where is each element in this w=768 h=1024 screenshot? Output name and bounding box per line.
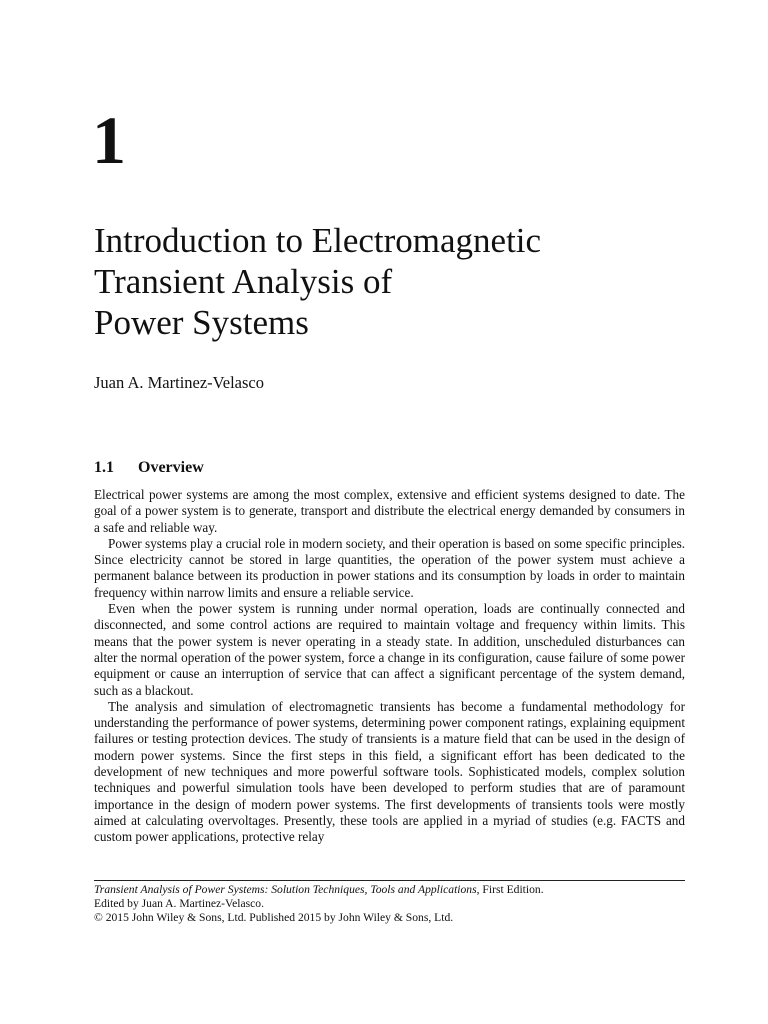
footer-book-line [94, 883, 694, 897]
footnote-divider [94, 880, 685, 881]
publication-footer [94, 883, 694, 926]
footer-copyright: © 2015 John Wiley & Sons, Ltd. Published 2015 by John Wiley & Sons, Ltd. [94, 911, 454, 925]
body-text [94, 487, 685, 846]
chapter-title-line: Power Systems [94, 303, 309, 342]
footer-book-title: Transient Analysis of Power Systems: Solution Techniques, Tools and Applications [94, 883, 477, 896]
section-heading [94, 458, 204, 477]
chapter-author: Juan A. Martinez-Velasco [94, 373, 264, 392]
section-number: 1.1 [94, 459, 114, 476]
paragraph: Even when the power system is running under normal operation, loads are continually connected and disconnected, and some control actions are required to maintain voltage and frequency within limits. This means that the power system is never operating in a steady state. In addition, unscheduled disturbances can alter the normal operation of the power system, force a change in its configuration, cause failure of some power equipment or cause an interruption of service that can affect a significant percentage of the system demand, such as a blackout. [94, 601, 685, 698]
footer-edition: , First Edition. [476, 883, 544, 896]
chapter-title [94, 220, 694, 343]
chapter-title-line: Transient Analysis of [94, 262, 393, 301]
paragraph: The analysis and simulation of electromagnetic transients has become a fundamental methodology for understanding the performance of power systems, determining power component ratings, explaining equipment failures or testing protection devices. The study of transients is a mature field that can be used in the design of modern power systems. Since the first steps in this field, a significant effort has been dedicated to the development of new techniques and more powerful software tools. Sophisticated models, complex solution techniques and powerful simulation tools have been developed to perform studies that are of paramount importance in the design of modern power systems. The first developments of transients tools were mostly aimed at calculating overvoltages. Presently, these tools are applied in a myriad of studies (e.g. FACTS and custom power applications, protective relay [94, 698, 685, 845]
paragraph: Electrical power systems are among the most complex, extensive and efficient systems designed to date. The goal of a power system is to generate, transport and distribute the electrical energy demanded by consumers in a safe and reliable way. [94, 487, 685, 535]
section-title: Overview [138, 459, 204, 476]
chapter-title-line: Introduction to Electromagnetic [94, 221, 542, 260]
footer-editor: Edited by Juan A. Martinez-Velasco. [94, 897, 264, 911]
chapter-number: 1 [92, 102, 126, 178]
paragraph: Power systems play a crucial role in modern society, and their operation is based on some specific principles. Since electricity cannot be stored in large quantities, the operation of the power system must achieve a permanent balance between its production in power stations and its consumption by loads in order to maintain frequency within narrow limits and ensure a reliable service. [94, 535, 685, 600]
